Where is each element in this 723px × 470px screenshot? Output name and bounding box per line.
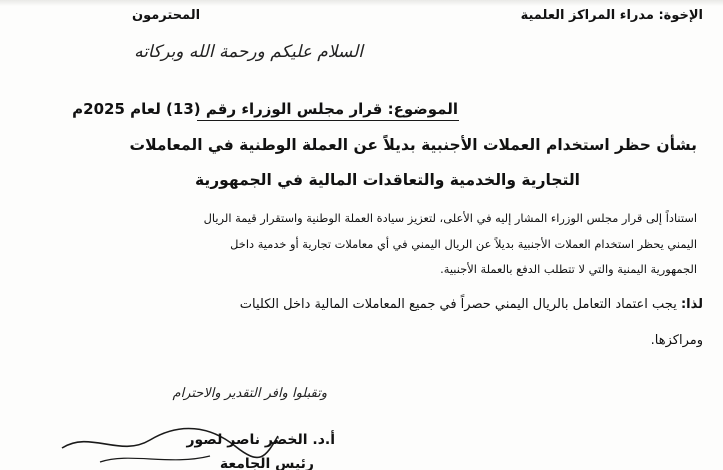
body-p1-line-3: الجمهورية اليمنية والتي لا تتطلب الدفع بالعملة الأجنبية. [440, 262, 697, 276]
body-p1-line-2: اليمني يحظر استخدام العملات الأجنبية بديلاً عن الريال اليمني في أي معاملات تجارية أو خدمية داخل [230, 237, 697, 251]
signatory-name: أ.د. الخضر ناصر لصور [186, 432, 335, 448]
subject-line [72, 100, 458, 118]
body-p2-lead: لذا: [680, 297, 703, 312]
subject-label: الموضوع: [387, 100, 458, 118]
closing-handwritten: وتقبلوا وافر التقدير والاحترام [172, 386, 327, 401]
greeting-handwritten: السلام عليكم ورحمة الله وبركاته [134, 42, 363, 62]
subject-text: قرار مجلس الوزراء رقم (13) لعام 2025م [72, 100, 383, 118]
body-p2-line-2: ومراكزها. [650, 333, 703, 348]
body-p2-text: يجب اعتماد التعامل بالريال اليمني حصراً في جميع المعاملات المالية داخل الكليات [239, 297, 677, 312]
title-line-1: بشأن حظر استخدام العملات الأجنبية بديلاً عن العملة الوطنية في المعاملات [129, 136, 697, 154]
scan-edge [0, 0, 723, 6]
body-p2-line-1 [240, 297, 703, 312]
body-p1-line-1: استناداً إلى قرار مجلس الوزراء المشار إليه في الأعلى، لتعزيز سيادة العملة الوطنية واستقرار قيمة الريال [203, 211, 697, 225]
subject-underline [197, 120, 459, 121]
signatory-role: رئيس الجامعة [219, 456, 314, 470]
honorific-label: المحترمون [132, 8, 201, 23]
title-line-2: التجارية والخدمية والتعاقدات المالية في الجمهورية [195, 171, 580, 189]
addressee-line: الإخوة: مدراء المراكز العلمية [520, 8, 703, 23]
